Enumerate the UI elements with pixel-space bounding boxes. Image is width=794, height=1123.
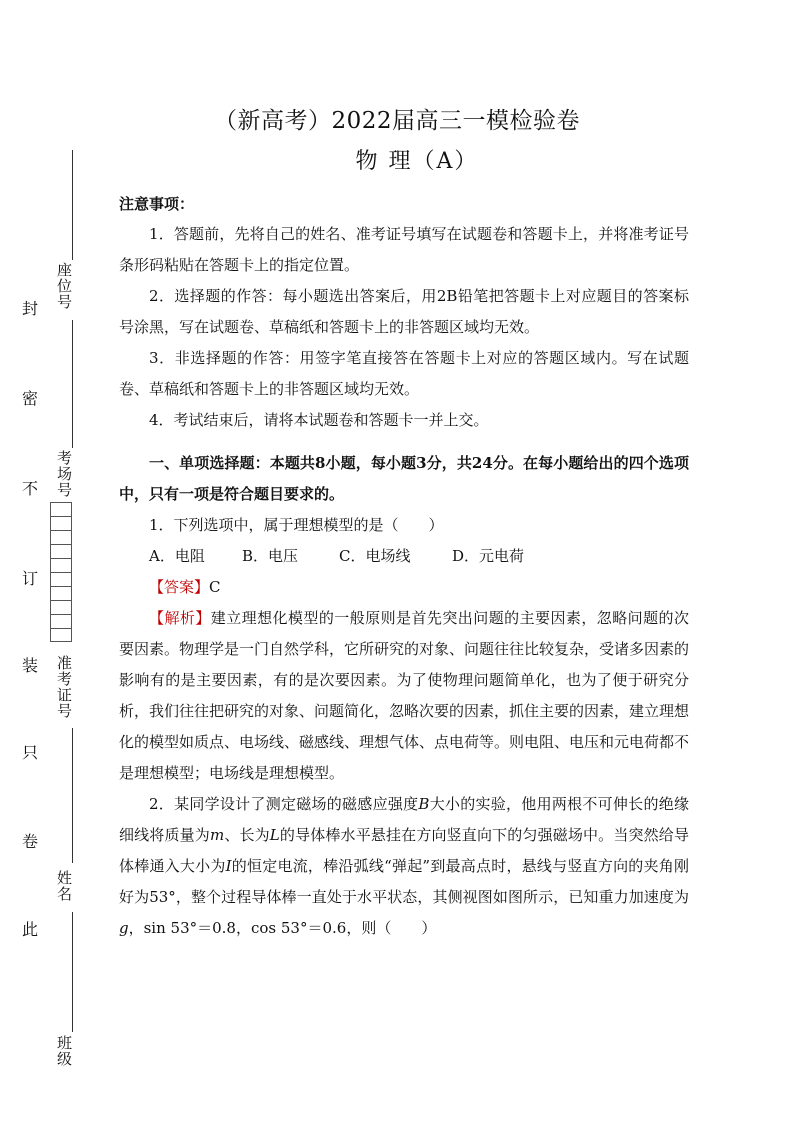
admission-ticket-label: 准考证号 bbox=[55, 655, 73, 719]
notice-heading: 注意事项： bbox=[119, 195, 195, 213]
q1-option-d: D．元电荷 bbox=[452, 547, 525, 565]
seal-char-bu: 不 bbox=[22, 479, 39, 498]
notice-item-3: 3．非选择题的作答：用签字笔直接答在答题卡上对应的答题区域内。写在试题卷、草稿纸和答题卡上的非答题区域均无效。 bbox=[119, 349, 689, 398]
var-l: L bbox=[269, 826, 280, 844]
q2-text: 的导体棒水平悬挂在方向竖直向下的匀强磁场中。当突然给导体棒通入大小为 bbox=[119, 826, 689, 875]
seal-char-zhi: 只 bbox=[22, 743, 39, 762]
var-b: B bbox=[418, 795, 430, 813]
name-label: 姓名 bbox=[55, 870, 73, 902]
admission-ticket-line bbox=[72, 728, 73, 863]
seal-char-ding: 订 bbox=[22, 569, 39, 588]
exam-room-label: 考场号 bbox=[55, 450, 73, 498]
q2-text: 的恒定电流，棒沿弧线“弹起”到最高点时，悬线与竖直方向的夹角刚好为53°，整个过程导体棒一直处于水平状态，其侧视图如图所示，已知重力加速度为 bbox=[119, 857, 689, 906]
seal-char-zhuang: 装 bbox=[22, 656, 39, 675]
answer-value: C bbox=[209, 578, 221, 596]
notice-item-2: 2．选择题的作答：每小题选出答案后，用2B铅笔把答题卡上对应题目的答案标号涂黑，写在试题卷、草稿纸和答题卡上的非答题区域均无效。 bbox=[119, 287, 689, 336]
subject-title: 物 理（A） bbox=[355, 149, 479, 174]
name-line bbox=[72, 912, 73, 1032]
q1-analysis bbox=[119, 603, 689, 789]
barcode-box bbox=[50, 502, 72, 642]
seat-number-line bbox=[72, 150, 73, 260]
seal-char-mi: 密 bbox=[22, 389, 39, 408]
seal-char-juan: 卷 bbox=[22, 832, 39, 851]
analysis-tag: 【解析】 bbox=[149, 609, 211, 627]
answer-tag: 【答案】 bbox=[149, 578, 210, 596]
exam-room-line bbox=[72, 320, 73, 448]
q2-text: ，sin 53°＝0.8，cos 53°＝0.6，则（ ） bbox=[128, 919, 437, 937]
q1-answer-line bbox=[119, 572, 689, 603]
var-i: I bbox=[225, 857, 232, 875]
notice-item-4: 4．考试结束后，请将本试题卷和答题卡一并上交。 bbox=[149, 411, 489, 429]
seal-char-ci: 此 bbox=[22, 920, 39, 939]
q1-option-c: C．电场线 bbox=[339, 547, 411, 565]
class-label: 班级 bbox=[55, 1035, 73, 1067]
notice-item-1: 1．答题前，先将自己的姓名、准考证号填写在试题卷和答题卡上，并将准考证号条形码粘贴在答题卡上的指定位置。 bbox=[119, 225, 689, 274]
q2-text: 、长为 bbox=[224, 826, 270, 844]
exam-title: （新高考）2022届高三一模检验卷 bbox=[213, 108, 581, 134]
q2-text: 大小的实验，他用两根不可伸长的绝缘细线将质量为 bbox=[119, 795, 689, 844]
section-heading: 一、单项选择题：本题共8小题，每小题3分，共24分。在每小题给出的四个选项中，只有一项是符合题目要求的。 bbox=[119, 454, 689, 503]
q1-option-a: A．电阻 bbox=[149, 547, 205, 565]
q1-options bbox=[119, 541, 689, 572]
analysis-text: 建立理想化模型的一般原则是首先突出问题的主要因素，忽略问题的次要因素。物理学是一门自然学科，它所研究的对象、问题往往比较复杂，受诸多因素的影响有的是主要因素，有的是次要因素。为了使物理问题简单化，也为了便于研究分析，我们往往把研究的对象、问题简化，忽略次要的因素，抓住主要的因素，建立理想化的模型如质点、电场线、磁感线、理想气体、点电荷等。则电阻、电压和元电荷都不是理想模型；电场线是理想模型。 bbox=[119, 609, 690, 782]
seal-char-feng: 封 bbox=[22, 299, 39, 318]
var-m: m bbox=[209, 826, 225, 844]
q2-stem bbox=[119, 789, 689, 944]
var-g: g bbox=[119, 919, 129, 937]
q1-stem: 1．下列选项中，属于理想模型的是（ ） bbox=[149, 516, 444, 534]
q1-option-b: B．电压 bbox=[242, 547, 299, 565]
seat-number-label: 座位号 bbox=[55, 262, 73, 310]
q2-text: 2．某同学设计了测定磁场的磁感应强度 bbox=[149, 795, 419, 813]
